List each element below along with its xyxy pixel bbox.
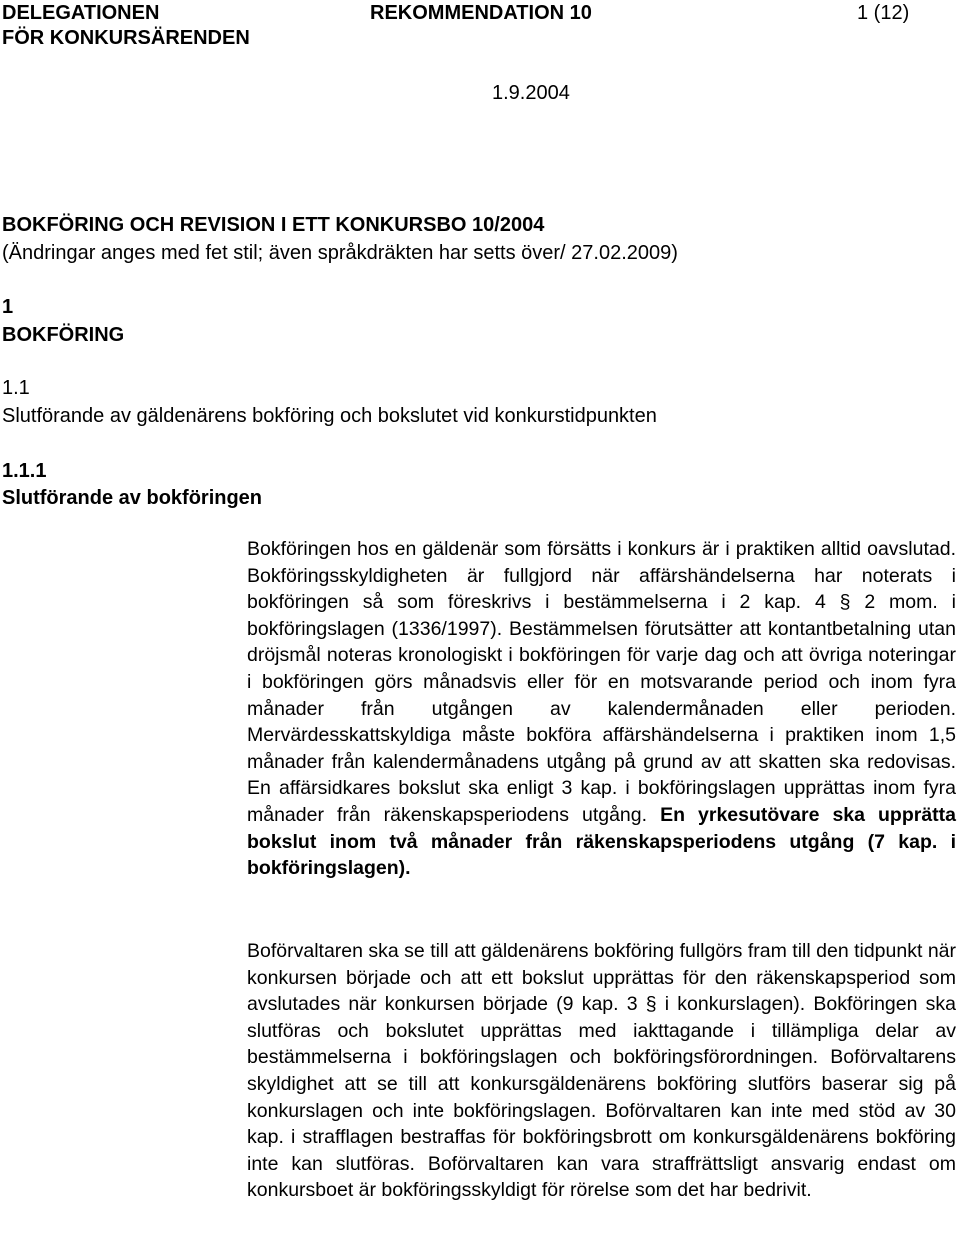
document-type: REKOMMENDATION 10 <box>370 2 592 24</box>
section-1-1-title: Slutförande av gäldenärens bokföring och bokslutet vid konkurstidpunkten <box>2 405 657 427</box>
section-1-1-1-number: 1.1.1 <box>2 460 47 482</box>
page-number: 1 (12) <box>857 2 910 24</box>
section-1-1-1-title: Slutförande av bokföringen <box>2 487 263 509</box>
body-paragraph-2-text: Boförvaltaren ska se till att gäldenärens bokföring fullgörs fram till den tidpunkt när konkursen började och att ett bokslut upprättas för den räkenskapsperiod som avslutades när konkursen började (9 kap. 3 § i konkurslagen). Bokföringen ska slutföras och bokslutet upprättas med iakttagande i tillämpliga delar av bestämmelserna i bokföringslagen och bokföringsförordningen. Boförvaltarens skyldighet att se till att konkursgäldenärens bokföring slutförs baserar sig på konkurslagen och inte bokföringslagen. Boförvaltaren kan inte med stöd av 30 kap. i strafflagen bestraffas för bokföringsbrott om konkursgäldenärens bokföring inte kan slutföras. Boförvaltaren kan vara straffrättsligt ansvarig endast om konkursboet är bokföringsskyldigt för rörelse som det har bedrivit. <box>247 940 956 1202</box>
body-paragraph-2 <box>247 938 956 1204</box>
document-date: 1.9.2004 <box>492 82 570 104</box>
body-paragraph-1-text: Bokföringen hos en gäldenär som försätts i konkurs är i praktiken alltid oavslutad. Bokföringsskyldigheten är fullgjord när affärshändelserna har noterats i bokföringen så som föreskrivs i bestämmelserna i 2 kap. 4 § 2 mom. i bokföringslagen (1336/1997). Bestämmelsen förutsätter att kontantbetalning utan dröjsmål noteras kronologiskt i bokföringen för varje dag och att övriga noteringar i bokföringen görs månadsvis eller för en motsvarande period och inom fyra månader från utgången av kalendermånaden eller perioden. Mervärdesskattskyldiga måste bokföra affärshändelserna i praktiken inom 1,5 månader från kalendermånadens utgång på grund av att skatten ska redovisas. En affärsidkares bokslut ska enligt 3 kap. i bokföringslagen upprättas inom fyra månader från räkenskapsperiodens utgång. <box>247 538 956 826</box>
document-subtitle: (Ändringar anges med fet stil; även språkdräkten har setts över/ 27.02.2009) <box>2 242 678 264</box>
section-1-1-number: 1.1 <box>2 377 30 399</box>
document-title: BOKFÖRING OCH REVISION I ETT KONKURSBO 10/2004 <box>2 214 545 236</box>
body-paragraph-1-bold-amendment: En yrkesutövare ska upprätta bokslut inom två månader från räkenskapsperiodens utgång (7 kap. i bokföringslagen). <box>247 803 956 880</box>
body-paragraph-1 <box>247 536 956 882</box>
section-1-title: BOKFÖRING <box>2 324 125 346</box>
org-name-line1: DELEGATIONEN <box>2 2 160 24</box>
org-name-line2: FÖR KONKURSÄRENDEN <box>2 27 250 49</box>
section-1-number: 1 <box>2 296 14 318</box>
